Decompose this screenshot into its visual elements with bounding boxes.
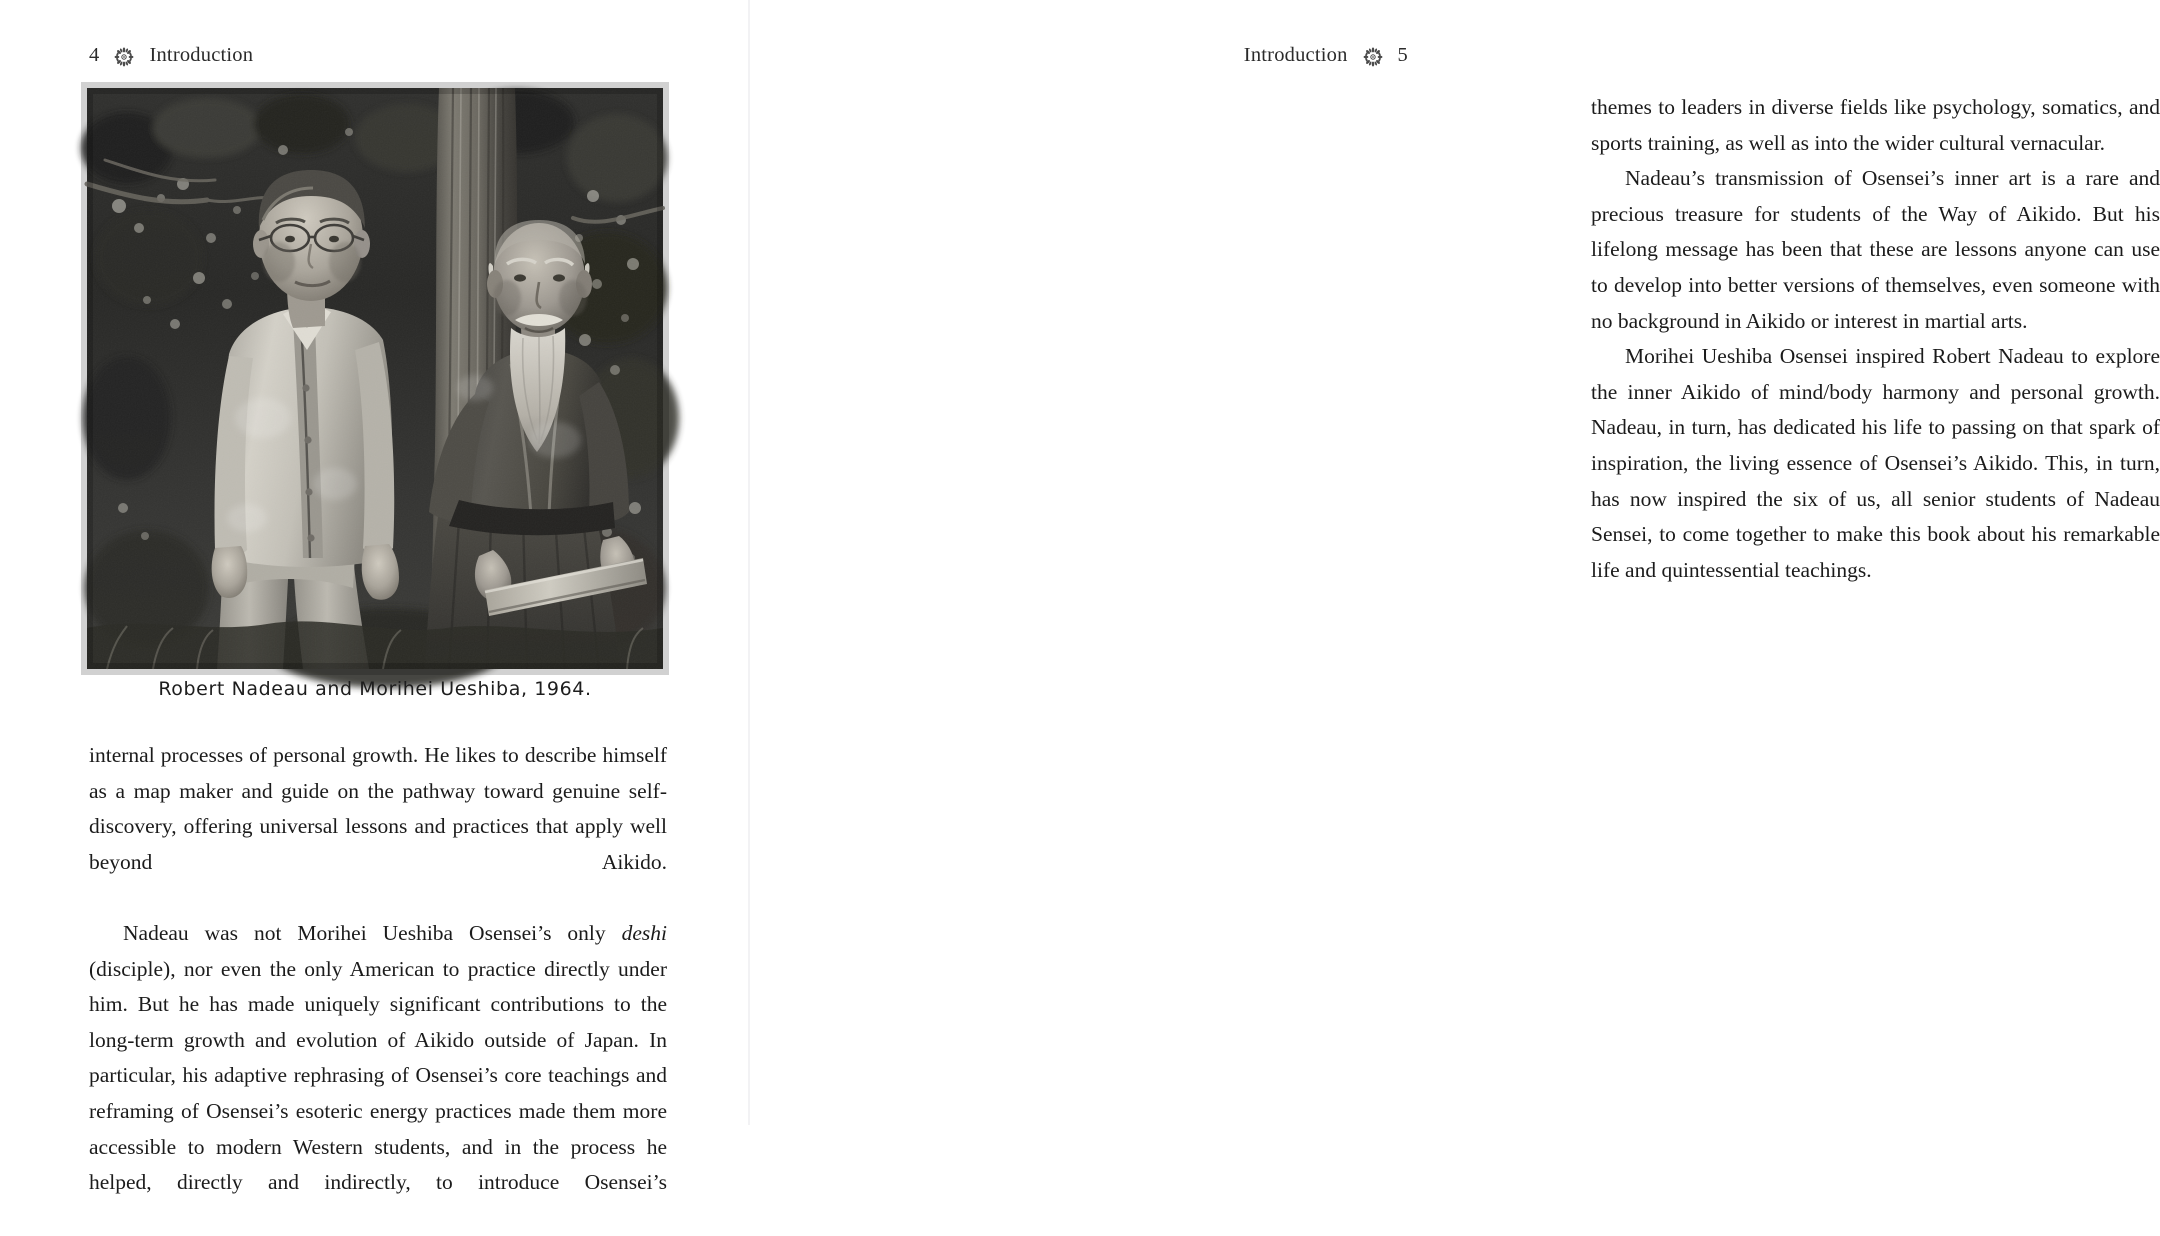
flower-rosette-ornament	[1362, 46, 1384, 68]
italic-term: deshi	[621, 920, 667, 945]
right-running-head-title: Introduction	[1243, 44, 1348, 66]
photograph-figure	[87, 88, 663, 669]
paragraph: themes to leaders in diverse fields like psychology, somatics, and sports training, as well as into the wider cultural vernacular.	[1591, 95, 2160, 155]
right-page	[750, 0, 2160, 1125]
right-page-body-text	[1591, 90, 2160, 588]
paragraph: Nadeau’s transmission of Osensei’s inner art is a rare and precious treasure for students of the Way of Aikido. But his lifelong message has been that these are lessons anyone can use to develop into better versions of themselves, even someone with no background in Aikido or interest in martial arts.	[1591, 166, 2160, 333]
paragraph: Morihei Ueshiba Osensei inspired Robert Nadeau to explore the inner Aikido of mind/body harmony and personal growth. Nadeau, in turn, has dedicated his life to passing on that spark of inspiration, the living essence of Osensei’s Aikido. This, in turn, has now inspired the six of us, all senior students of Nadeau Sensei, to come together to make this book about his remarkable life and quintessential teachings.	[1591, 344, 2160, 582]
left-running-head	[89, 44, 253, 67]
paragraph: internal processes of personal growth. He likes to describe himself as a map maker and guide on the pathway toward genuine self-discovery, offering universal lessons and practices that apply well beyond Aikido.	[89, 743, 667, 874]
flower-rosette-ornament	[113, 46, 135, 68]
left-running-head-title: Introduction	[149, 44, 254, 66]
left-page-folio: 4	[89, 44, 100, 66]
right-running-head	[1244, 44, 1408, 67]
photo-nadeau-and-ueshiba	[87, 88, 663, 669]
left-page	[0, 0, 748, 1195]
paragraph: Nadeau was not Morihei Ueshiba Osensei’s only deshi (disciple), nor even the only American to practice directly under him. But he has made uniquely significant contributions to the long-term growth and evolution of Aikido outside of Japan. In particular, his adaptive rephrasing of Osensei’s core teachings and reframing of Osensei’s esoteric energy practices made them more accessible to modern Western students, and in the process he helped, directly and indirectly, to introduce Osensei’s	[89, 920, 667, 1195]
right-page-folio: 5	[1397, 44, 1408, 66]
photo-caption: Robert Nadeau and Morihei Ueshiba, 1964.	[158, 678, 592, 700]
left-page-body-text	[89, 738, 667, 1236]
